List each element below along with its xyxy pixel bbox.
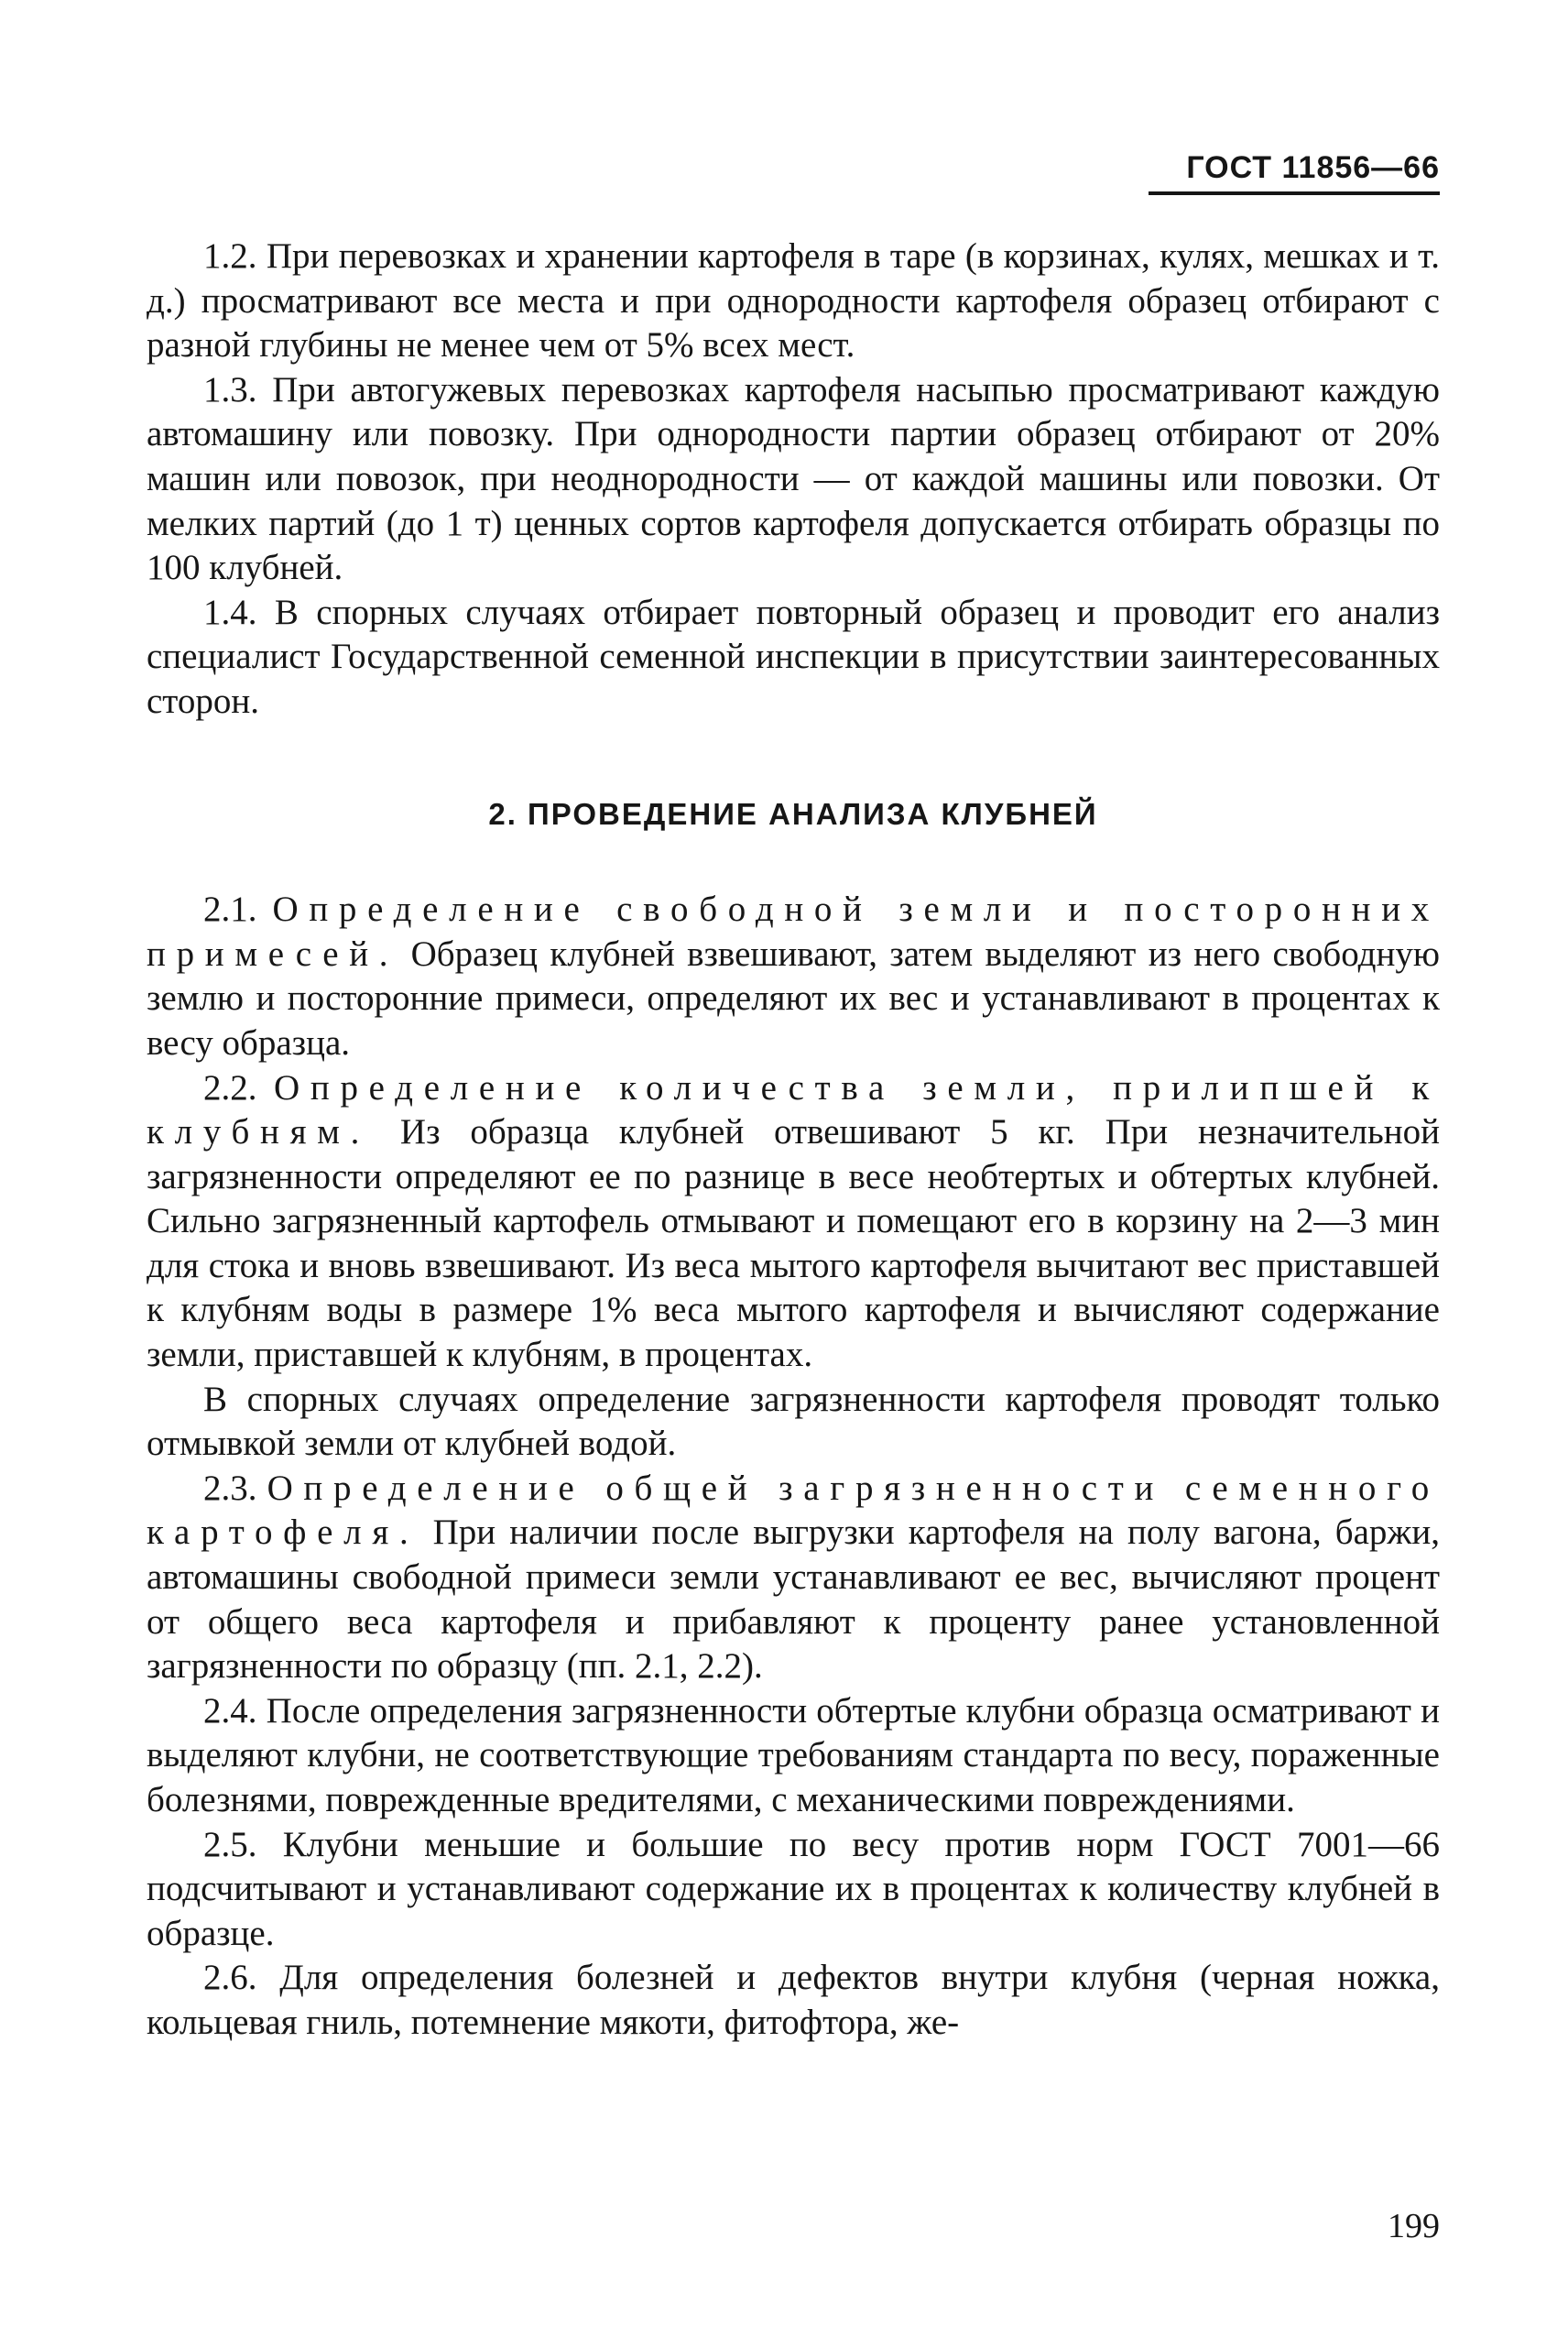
paragraph-text: Образец клубней взвешивают, затем выделяют из него свободную землю и посторонние примеси, определяют их вес и устанавливают в процентах к весу образца. xyxy=(147,934,1440,1063)
paragraph-number: 2.1. xyxy=(203,890,257,930)
paragraph-number: 2.2. xyxy=(203,1067,257,1108)
paragraph-text: При наличии после выгрузки картофеля на полу вагона, баржи, автомашины свободной примеси земли устанавливают ее вес, вычисляют процент от общего веса картофеля и прибавляют к проценту ранее установленной загрязненности по образцу (пп. 2.1, 2.2). xyxy=(147,1512,1441,1687)
paragraph-text: Из образца клубней отвешивают 5 кг. При незначительной загрязненности определяют ее по разнице в весе необтертых и обтертых клубней. Сильно загрязненный картофель отмывают и помещают его в корзину на 2—3 мин для стока и вновь взвешивают. Из веса мытого картофеля вычитают вес приставшей к клубням воды в размере 1% веса мытого картофеля и вычисляют содержание земли, приставшей к клубням, в процентах. xyxy=(147,1112,1441,1375)
paragraph-2-2 xyxy=(147,1066,1440,1378)
paragraph-number: 2.3. xyxy=(203,1468,257,1508)
paragraph-title: Определение общей загрязненности семенного картофеля. xyxy=(147,1468,1441,1553)
paragraph-1-2: 1.2. При перевозках и хранении картофеля в таре (в корзинах, кулях, мешках и т. д.) просматривают все места и при однородности картофеля образец отбирают с разной глубины не менее чем от 5% всех мест. xyxy=(147,236,1440,366)
paragraph-2-4: 2.4. После определения загрязненности обтертые клубни образца осматривают и выделяют клубни, не соответствующие требованиям стандарта по весу, пораженные болезнями, поврежденные вредителями, с механическими повреждениями. xyxy=(147,1690,1440,1819)
paragraph-2-3 xyxy=(147,1467,1440,1689)
paragraph-2-2-addendum: В спорных случаях определение загрязненности картофеля проводят только отмывкой земли от клубней водой. xyxy=(147,1379,1440,1464)
paragraph-title: Определение количества земли, прилипшей к клубням. xyxy=(147,1067,1440,1152)
paragraph-1-3: 1.3. При автогужевых перевозках картофеля насыпью просматривают каждую автомашину или повозку. При однородности партии образец отбирают от 20% машин или повозок, при неоднородности — от каждой машины или повозки. От мелких партий (до 1 т) ценных сортов картофеля допускается отбирать образцы по 100 клубней. xyxy=(147,369,1440,588)
document-body xyxy=(147,235,1440,2046)
paragraph-1-4: 1.4. В спорных случаях отбирает повторный образец и проводит его анализ специалист Государственной семенной инспекции в присутствии заинтересованных сторон. xyxy=(147,592,1440,721)
paragraph-2-6: 2.6. Для определения болезней и дефектов внутри клубня (черная ножка, кольцевая гниль, потемнение мякоти, фитофтора, же- xyxy=(147,1958,1440,2042)
page-number: 199 xyxy=(1388,2207,1440,2245)
paragraph-2-1 xyxy=(147,888,1440,1065)
section-heading: 2. ПРОВЕДЕНИЕ АНАЛИЗА КЛУБНЕЙ xyxy=(488,796,1098,831)
running-header: ГОСТ 11856—66 xyxy=(1149,150,1440,195)
paragraph-2-5: 2.5. Клубни меньшие и большие по весу против норм ГОСТ 7001—66 подсчитывают и устанавливают содержание их в процентах к количеству клубней в образце. xyxy=(147,1824,1440,1953)
paragraph-title: Определение свободной земли и посторонних примесей. xyxy=(147,890,1440,974)
